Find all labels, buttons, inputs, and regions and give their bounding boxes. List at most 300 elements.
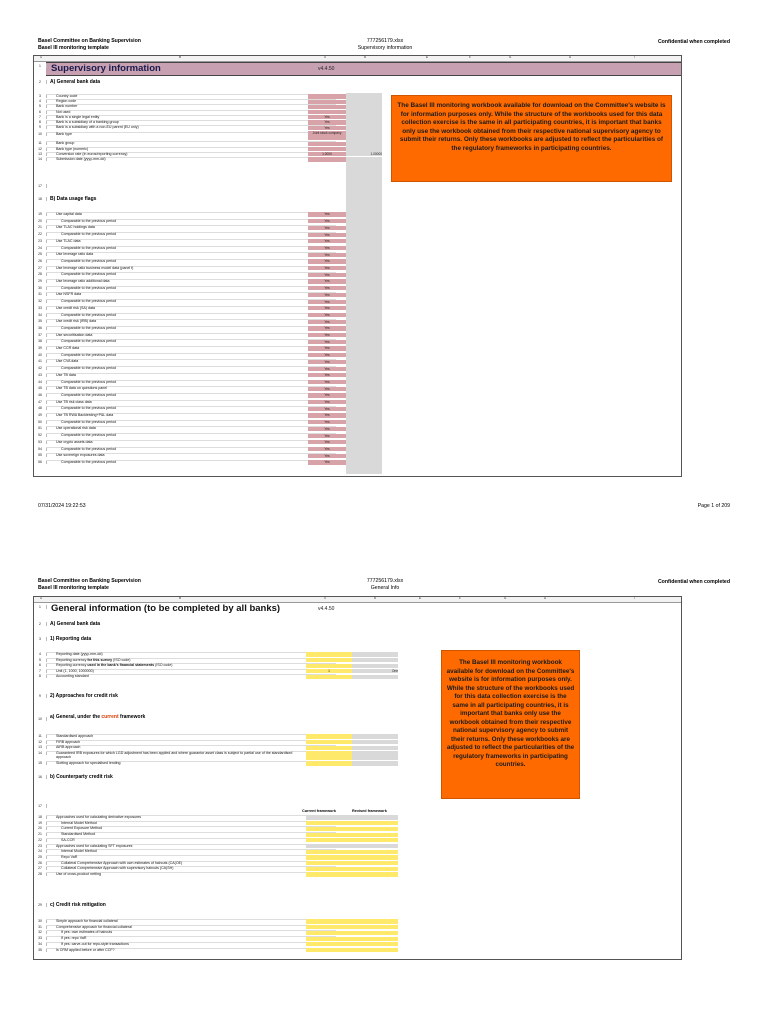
col-i: I — [634, 596, 635, 600]
crm-current-input[interactable] — [306, 948, 352, 953]
credit-approach-heading: 2) Approaches for credit risk — [50, 693, 118, 699]
row-number: 18 — [34, 197, 47, 201]
row-line — [46, 132, 336, 138]
col-f: F — [459, 596, 461, 600]
confidential-label: Confidential when completed — [657, 579, 730, 585]
row-line — [46, 373, 336, 379]
row-number: 1 — [34, 64, 47, 68]
row-line — [46, 239, 336, 245]
row-label: Internal Model Method — [61, 849, 97, 854]
label-text: Reporting currency — [56, 657, 88, 662]
row-label: Comparable to the previous period — [61, 433, 117, 438]
row-number: 27 — [34, 866, 47, 870]
row-number: 21 — [34, 225, 47, 229]
flag-select[interactable]: Yes — [308, 320, 346, 325]
row-number: 40 — [34, 353, 47, 357]
flag-select[interactable]: Yes — [308, 447, 346, 452]
input-cell[interactable] — [306, 675, 352, 680]
row-line — [46, 346, 336, 352]
row-number: 37 — [34, 333, 47, 337]
row-label: Unit (1, 1000, 1000000) — [56, 668, 94, 673]
row-number: 11 — [34, 141, 47, 145]
row-label: Approaches used for calculating derivative exposures — [56, 815, 142, 819]
flag-select[interactable]: Yes — [308, 326, 346, 331]
flag-select[interactable]: Yes — [308, 300, 346, 305]
col-e: E — [419, 596, 422, 600]
row-number: 3 — [34, 94, 47, 98]
row-number: 11 — [34, 734, 47, 738]
row-label: Use operational risk data — [56, 426, 96, 431]
flag-select[interactable]: Yes — [308, 420, 346, 425]
row-number: 53 — [34, 440, 47, 444]
row-number: 17 — [34, 804, 47, 808]
conversion-value[interactable]: 1.00000 — [346, 152, 382, 157]
row-number: 25 — [34, 252, 47, 256]
row-number: 32 — [34, 299, 47, 303]
row-label: Repo VaR — [61, 854, 78, 859]
row-number: 15 — [34, 761, 47, 765]
crm-heading: c) Credit risk mitigation — [50, 902, 106, 908]
ccr-revised-input[interactable] — [352, 855, 398, 860]
heading-red-text: current — [101, 714, 119, 720]
general-current-heading — [50, 714, 145, 720]
ccr-revised-input[interactable] — [352, 827, 398, 832]
row-number: 34 — [34, 942, 47, 946]
notice-box: The Basel III monitoring workbook available for download on the Committee's website is for information purposes only. While the structure of the workbooks used for this data collection exercise is the same in all participating countries, it is important that banks only use the workbook obtained from their respective national supervisory agency to submit their returns. Only these workbooks are adjusted to reflect the particularities of the regulatory frameworks in participating countries. — [441, 650, 580, 799]
heading-text: a) General, under the — [50, 714, 102, 720]
derived-cell[interactable] — [352, 675, 398, 680]
row-number: 7 — [34, 115, 47, 119]
row-label: Collateral Comprehensive Approach with own estimates of haircuts (CA(OE) — [61, 860, 183, 865]
ccr-revised-input[interactable] — [352, 850, 398, 855]
flag-select[interactable]: Yes — [308, 279, 346, 284]
ccr-revised-input[interactable] — [352, 833, 398, 838]
row-number: 30 — [34, 919, 47, 923]
label-text: Reporting currency — [56, 663, 88, 668]
ccr-revised-input[interactable] — [352, 844, 398, 849]
flag-select[interactable]: Yes — [308, 373, 346, 378]
row-label: Use CCR data — [56, 346, 80, 350]
col-c: C — [324, 55, 327, 59]
row-number: 14 — [34, 751, 47, 755]
flag-select[interactable]: Yes — [308, 346, 346, 351]
crm-revised-input[interactable] — [352, 931, 398, 936]
flag-select[interactable]: Yes — [308, 313, 346, 318]
row-label: Comparable to the previous period — [61, 245, 117, 250]
col-a: A — [40, 55, 43, 59]
row-number: 38 — [34, 339, 47, 343]
col-g: G — [504, 596, 507, 600]
page-title: General information (to be completed by all banks) — [51, 603, 281, 614]
row-label: Comparable to the previous period — [61, 379, 117, 384]
ccr-revised-input[interactable] — [352, 815, 398, 820]
flag-select[interactable]: Yes — [308, 393, 346, 398]
row-label: Comparable to the previous period — [61, 419, 117, 424]
row-number: 12 — [34, 147, 47, 151]
row-label: Country code — [56, 94, 78, 98]
row-number: 6 — [34, 663, 47, 667]
row-label: FIRB approach — [56, 739, 81, 744]
flag-select[interactable]: Yes — [308, 266, 346, 271]
crm-revised-input[interactable] — [352, 942, 398, 947]
col-i: I — [634, 55, 635, 59]
row-label: Internal Model Method — [61, 820, 97, 825]
crm-revised-input[interactable] — [352, 925, 398, 930]
flag-select[interactable]: Yes — [308, 340, 346, 345]
flag-select[interactable]: Yes — [308, 460, 346, 465]
section-b-heading: B) Data usage flags — [50, 196, 97, 202]
flag-select[interactable]: Yes — [308, 434, 346, 439]
ccr-revised-input[interactable] — [352, 872, 398, 877]
row-number: 35 — [34, 319, 47, 323]
row-number: 20 — [34, 826, 47, 830]
flag-select[interactable]: Yes — [308, 360, 346, 365]
row-line — [46, 674, 336, 680]
flag-select[interactable]: Yes — [308, 427, 346, 432]
header-center — [320, 38, 450, 52]
row-label: Reporting date (yyyy-mm-dd) — [56, 652, 103, 656]
row-label: Current Exposure Method — [61, 826, 103, 831]
col-revised-framework: Revised framework — [352, 809, 387, 813]
row-label: Standardised approach — [56, 734, 94, 738]
row-number: 29 — [34, 903, 47, 907]
row-number: 2 — [34, 80, 47, 84]
row-label: SA-CCR — [61, 837, 75, 842]
flag-select[interactable]: Yes — [308, 212, 346, 217]
row-label: Comparable to the previous period — [61, 459, 117, 464]
row-number: 36 — [34, 326, 47, 330]
ccr-revised-input[interactable] — [352, 861, 398, 866]
row-line — [46, 212, 336, 218]
col-h: H — [544, 596, 547, 600]
row-number: 12 — [34, 740, 47, 744]
row-label: Comparable to the previous period — [61, 218, 117, 223]
row-number: 24 — [34, 246, 47, 250]
row-label: AIRB approach — [56, 745, 81, 750]
flag-select[interactable]: Yes — [308, 380, 346, 385]
ccr-current-input[interactable] — [306, 872, 352, 877]
row-label: Comparable to the previous period — [61, 232, 117, 237]
flag-select[interactable]: Yes — [308, 246, 346, 251]
row-number: 51 — [34, 426, 47, 430]
row-number: 23 — [34, 239, 47, 243]
input-cell[interactable]: 1 — [306, 669, 352, 674]
footer-page: Page 1 of 209 — [697, 503, 730, 509]
section-a-heading: A) General bank data — [50, 621, 101, 627]
heading-text: framework — [118, 714, 146, 720]
crm-revised-input[interactable] — [352, 919, 398, 924]
row-label: Slotting approach for specialised lending — [56, 760, 121, 765]
row-number: 33 — [34, 936, 47, 940]
row-label: Comparable to the previous period — [61, 366, 117, 371]
col-e: E — [426, 55, 429, 59]
gray-column — [346, 93, 382, 223]
row-number: 16 — [34, 775, 47, 779]
col-current-framework: Current framework — [302, 809, 336, 813]
flag-select[interactable]: Yes — [308, 407, 346, 412]
row-number: 9 — [34, 125, 47, 129]
approach-derived[interactable] — [352, 734, 398, 739]
row-number: 33 — [34, 306, 47, 310]
row-label: Bank type — [56, 132, 72, 137]
col-f: F — [469, 55, 471, 59]
derived-cell[interactable] — [352, 658, 398, 663]
row-number: 17 — [34, 184, 47, 188]
version: v4.4.50 — [318, 606, 335, 612]
flag-select[interactable]: Yes — [308, 286, 346, 291]
flag-select[interactable]: Yes — [308, 239, 346, 244]
col-a: A — [40, 596, 43, 600]
file-name: 777256179.xlsx — [366, 38, 404, 44]
label-text: (ISO code) — [154, 663, 173, 668]
flag-select[interactable]: Yes — [308, 413, 346, 418]
row-number: 52 — [34, 433, 47, 437]
row-number: 13 — [34, 152, 47, 156]
flag-select[interactable]: Yes — [308, 233, 346, 238]
row-number: 8 — [34, 674, 47, 678]
row-label: Comparable to the previous period — [61, 392, 117, 397]
input-cell[interactable]: 1.0000 — [308, 152, 346, 157]
row-number: 19 — [34, 821, 47, 825]
derived-cell[interactable] — [352, 664, 398, 669]
row-number: 27 — [34, 266, 47, 270]
footer-date: 07/31/2024 19:22:53 — [38, 503, 86, 509]
row-label: Guaranteed IRB exposures for which LGD adjustment has been applied and where guarantor asset class is subject to partial use of the standardised approach — [56, 750, 293, 760]
row-label: Bank group — [56, 141, 75, 146]
col-g: G — [509, 55, 512, 59]
sheet-name: Supervisory information — [357, 45, 413, 51]
row-number: 1 — [34, 605, 47, 609]
row-label: Submission date (yyyy-mm-dd) — [56, 157, 106, 161]
row-number: 25 — [34, 855, 47, 859]
row-label: Bank is a subsidiary with a non-EU parent (EU only) — [56, 125, 139, 130]
title-bar — [46, 62, 681, 76]
row-label: Use capital data — [56, 212, 82, 216]
row-label: Use CVA data — [56, 359, 79, 364]
label-text: (ISO code) — [112, 657, 131, 662]
row-label: Comparable to the previous period — [61, 352, 117, 357]
row-label: Use securitisation data — [56, 332, 93, 337]
flag-select[interactable]: Yes — [308, 306, 346, 311]
row-label: Use crypto assets data — [56, 439, 93, 444]
ccr-revised-input[interactable] — [352, 867, 398, 872]
worksheet-general-info — [33, 596, 682, 960]
flag-select[interactable]: Yes — [308, 400, 346, 405]
row-number: 48 — [34, 406, 47, 410]
row-label: Use TB data on questions panel — [56, 386, 108, 391]
input-cell[interactable]: Yes — [308, 115, 346, 120]
ccr-revised-input[interactable] — [352, 821, 398, 826]
label-bold-text: for this survey — [87, 657, 113, 662]
flag-select[interactable]: Yes — [308, 226, 346, 231]
row-number: 55 — [34, 453, 47, 457]
row-number: 42 — [34, 366, 47, 370]
ccr-heading: b) Counterparty credit risk — [50, 774, 113, 780]
row-number: 47 — [34, 400, 47, 404]
derived-cell[interactable]: One — [352, 669, 398, 674]
row-label: Comparable to the previous period — [61, 339, 117, 344]
row-label: If yes: repo VaR — [61, 936, 87, 941]
row-number: 3 — [34, 637, 47, 641]
col-b: B — [179, 55, 182, 59]
row-label: Comparable to the previous period — [61, 299, 117, 304]
row-number: 6 — [34, 110, 47, 114]
row-number: 49 — [34, 413, 47, 417]
sheet-name: General Info — [370, 585, 400, 591]
gray-column-flags — [346, 210, 382, 474]
flag-select[interactable]: Yes — [308, 333, 346, 338]
row-label: Collateral Comprehensive Approach with supervisory haircuts (CA(SH) — [61, 866, 174, 871]
row-number: 5 — [34, 658, 47, 662]
approach-input[interactable] — [306, 761, 352, 766]
row-label: Conversion rate (in euros/reporting currency) — [56, 151, 128, 156]
row-label: Use TB risk class data — [56, 399, 92, 404]
row-label: Use of cross-product netting — [56, 872, 101, 876]
row-number: 32 — [34, 930, 47, 934]
row-number: 26 — [34, 259, 47, 263]
row-number: 10 — [34, 717, 47, 721]
flag-select[interactable]: Yes — [308, 273, 346, 278]
flag-select[interactable]: Yes — [308, 367, 346, 372]
crm-revised-input[interactable] — [352, 948, 398, 953]
row-label: Not used — [56, 109, 71, 114]
flag-select[interactable]: Yes — [308, 353, 346, 358]
row-number: 45 — [34, 386, 47, 390]
approach-derived[interactable] — [352, 746, 398, 751]
row-number: 39 — [34, 346, 47, 350]
input-cell[interactable]: Yes — [308, 126, 346, 131]
row-label: Use credit risk (SA) data — [56, 305, 95, 310]
row-number: 56 — [34, 460, 47, 464]
row-label: Use leverage ratio data — [56, 252, 94, 257]
row-number: 29 — [34, 279, 47, 283]
row-number: 41 — [34, 359, 47, 363]
row-number: 21 — [34, 832, 47, 836]
row-label: Is CRM applied before or after CCF? — [56, 947, 115, 952]
row-number: 30 — [34, 286, 47, 290]
reporting-data-heading: 1) Reporting data — [50, 636, 92, 642]
row-label: Comparable to the previous period — [61, 312, 117, 317]
file-name: 777256179.xlsx — [366, 578, 404, 584]
row-label: Approaches used for calculating SFT exposures — [56, 843, 133, 848]
row-number: 13 — [34, 745, 47, 749]
row-label: Simple approach for financial collateral — [56, 919, 118, 923]
row-label: Bank is a single legal entity — [56, 114, 100, 119]
row-number: 7 — [34, 669, 47, 673]
row-number: 20 — [34, 219, 47, 223]
page-title: Supervisory information — [51, 63, 161, 74]
row-number: 28 — [34, 872, 47, 876]
header-center — [320, 578, 450, 592]
row-label: Comparable to the previous period — [61, 325, 117, 330]
row-number: 22 — [34, 838, 47, 842]
row-number: 8 — [34, 120, 47, 124]
confidential-label: Confidential when completed — [657, 39, 730, 45]
row-number: 9 — [34, 694, 47, 698]
row-label: Region code — [56, 99, 77, 104]
label-bold-text: used in the bank's financial statements — [87, 663, 155, 668]
notice-box: The Basel III monitoring workbook available for download on the Committee's website is for information purposes only. While the structure of the workbooks used for this data collection exercise is the same in all participating countries, it is important that banks only use the workbook obtained from their respective national supervisory agency to submit their returns. Only these workbooks are adjusted to reflect the particularities of the regulatory frameworks in participating countries. — [391, 95, 672, 182]
approach-input[interactable] — [306, 751, 352, 761]
flag-select[interactable]: Yes — [308, 440, 346, 445]
row-number: 26 — [34, 861, 47, 865]
approach-derived[interactable] — [352, 761, 398, 766]
flag-select[interactable]: Yes — [308, 253, 346, 258]
row-label: Bank number — [56, 104, 78, 109]
row-number: 50 — [34, 420, 47, 424]
row-number: 35 — [34, 948, 47, 952]
row-label: Use TLAC holdings data — [56, 225, 95, 230]
row-label: If yes: own estimates of haircuts — [61, 930, 113, 935]
row-label: Use TLAC data — [56, 238, 81, 243]
row-label: Comprehensive approach for financial collateral — [56, 924, 132, 929]
approach-derived[interactable] — [352, 751, 398, 761]
col-b: B — [179, 596, 182, 600]
row-number: 5 — [34, 104, 47, 108]
flag-select[interactable]: Yes — [308, 454, 346, 459]
approach-derived[interactable] — [352, 740, 398, 745]
row-label: Comparable to the previous period — [61, 258, 117, 263]
row-number: 23 — [34, 844, 47, 848]
ccr-revised-input[interactable] — [352, 838, 398, 843]
row-number: 54 — [34, 447, 47, 451]
flag-select[interactable]: Yes — [308, 259, 346, 264]
row-label — [56, 663, 173, 668]
row-number: 10 — [34, 132, 47, 136]
row-number: 18 — [34, 815, 47, 819]
row-line — [46, 359, 336, 365]
flag-select[interactable]: Yes — [308, 387, 346, 392]
row-label: Comparable to the previous period — [61, 272, 117, 277]
header-left — [38, 578, 141, 592]
row-number: 4 — [34, 99, 47, 103]
col-c: C — [324, 596, 327, 600]
version: v4.4.50 — [318, 66, 335, 72]
row-number: 44 — [34, 380, 47, 384]
template-name: Basel III monitoring template — [38, 585, 109, 591]
row-number: 31 — [34, 292, 47, 296]
row-line — [46, 292, 336, 298]
row-number: 2 — [34, 622, 47, 626]
derived-cell[interactable] — [352, 652, 398, 657]
row-number: 24 — [34, 849, 47, 853]
title-bar — [46, 603, 681, 615]
row-number: 34 — [34, 313, 47, 317]
row-label: Comparable to the previous period — [61, 285, 117, 290]
bank-type-select[interactable]: Joint stock company — [308, 131, 346, 142]
row-number: 28 — [34, 272, 47, 276]
row-label: If yes: carve-out for repo-style transactions — [61, 941, 129, 946]
header-left — [38, 38, 141, 52]
row-number: 43 — [34, 373, 47, 377]
flag-select[interactable]: Yes — [308, 293, 346, 298]
org-name: Basel Committee on Banking Supervision — [38, 38, 141, 44]
input-cell[interactable]: Yes — [308, 120, 346, 125]
col-d: D — [364, 55, 367, 59]
row-label: Bank type (numeric) — [56, 146, 89, 151]
col-d: D — [374, 596, 377, 600]
row-label: Use leverage ratio additional data — [56, 279, 110, 283]
row-label: Use leverage ratio business model data (panel f) — [56, 265, 134, 270]
row-label: Use sovereign exposures data — [56, 453, 105, 458]
row-label: Bank is a subsidiary of a banking group — [56, 120, 119, 124]
input-cell[interactable] — [308, 157, 346, 162]
org-name: Basel Committee on Banking Supervision — [38, 578, 141, 584]
row-label: Use credit risk (IRB) data — [56, 319, 97, 324]
flag-select[interactable]: Yes — [308, 219, 346, 224]
crm-revised-input[interactable] — [352, 937, 398, 942]
row-label: Standardised Method — [61, 832, 96, 837]
